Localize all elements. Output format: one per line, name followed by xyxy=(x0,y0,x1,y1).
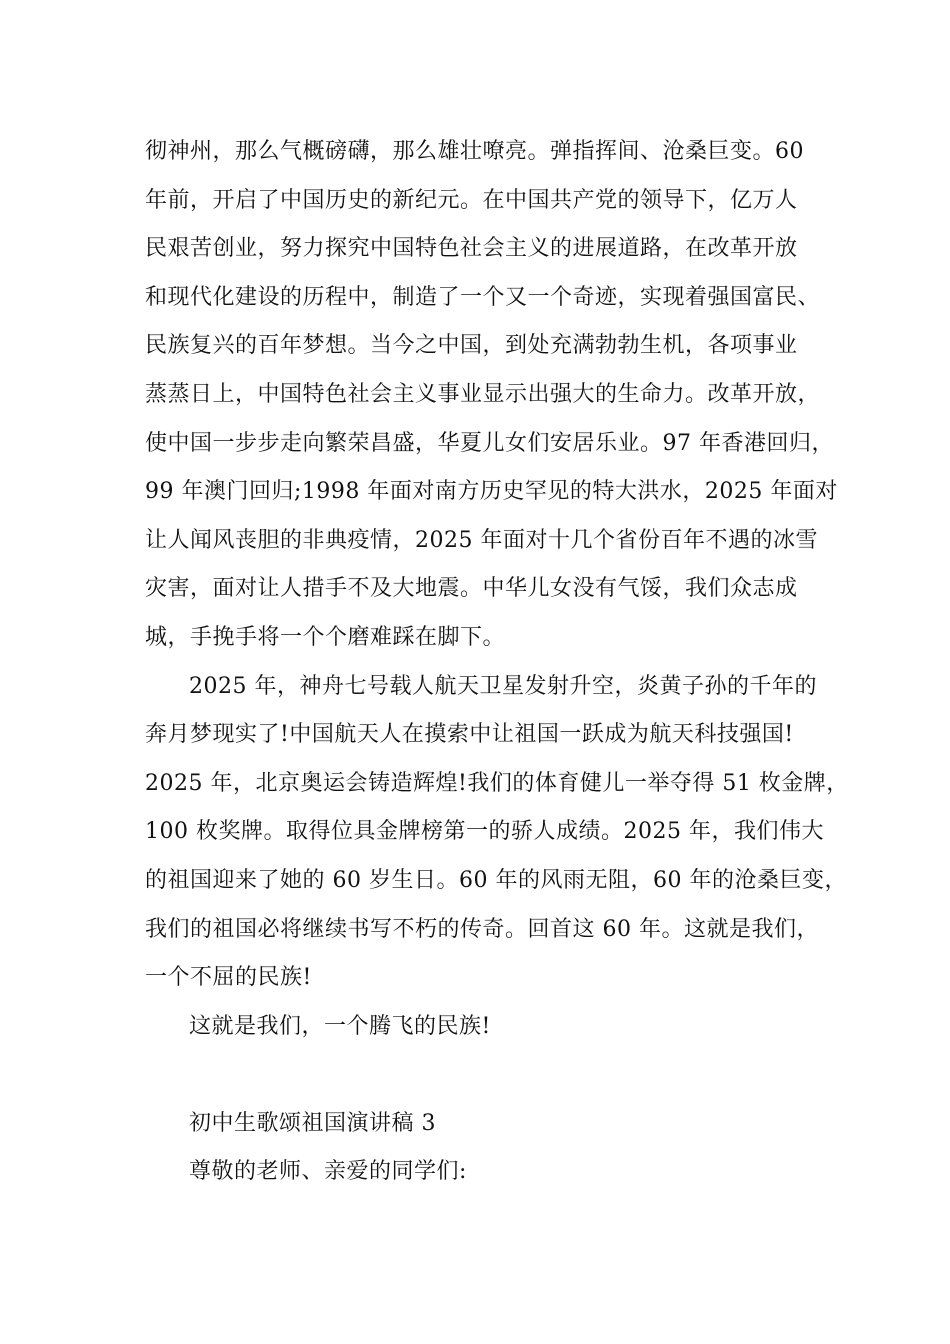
text-line: 2025 年，神舟七号载人航天卫星发射升空，炎黄子孙的千年的 xyxy=(189,673,817,699)
text-line: 使中国一步步走向繁荣昌盛，华夏儿女们安居乐业。97 年香港回归， xyxy=(145,430,834,456)
text-line: 一个不屈的民族! xyxy=(145,965,312,991)
text-line: 灾害，面对让人措手不及大地震。中华儿女没有气馁，我们众志成 xyxy=(145,576,798,602)
text-line: 蒸蒸日上，中国特色社会主义事业显示出强大的生命力。改革开放， xyxy=(145,381,821,407)
salutation: 尊敬的老师、亲爱的同学们: xyxy=(189,1159,467,1185)
text-line: 让人闻风丧胆的非典疫情，2025 年面对十几个省份百年不遇的冰雪 xyxy=(145,527,818,553)
text-line: 和现代化建设的历程中，制造了一个又一个奇迹，实现着强国富民、 xyxy=(145,284,821,310)
text-line: 我们的祖国必将继续书写不朽的传奇。回首这 60 年。这就是我们， xyxy=(145,916,819,942)
document-body xyxy=(145,128,849,1197)
paragraph-3: 这就是我们，一个腾飞的民族! xyxy=(189,1013,491,1039)
text-line: 99 年澳门回归;1998 年面对南方历史罕见的特大洪水，2025 年面对 xyxy=(145,479,838,505)
text-line: 彻神州，那么气概磅礴，那么雄壮嘹亮。弹指挥间、沧桑巨变。60 xyxy=(145,139,804,164)
text-line: 2025 年，北京奥运会铸造辉煌!我们的体育健儿一举夺得 51 枚金牌， xyxy=(145,770,849,796)
section-title: 初中生歌颂祖国演讲稿 3 xyxy=(189,1110,436,1136)
text-line: 民族复兴的百年梦想。当今之中国，到处充满勃勃生机，各项事业 xyxy=(145,333,798,359)
text-line: 年前，开启了中国历史的新纪元。在中国共产党的领导下，亿万人 xyxy=(145,187,798,213)
text-line: 城，手挽手将一个个磨难踩在脚下。 xyxy=(145,624,506,650)
text-line: 民艰苦创业，努力探究中国特色社会主义的进展道路，在改革开放 xyxy=(145,236,798,262)
text-line: 的祖国迎来了她的 60 岁生日。60 年的风雨无阻，60 年的沧桑巨变， xyxy=(145,867,847,893)
paragraph-1 xyxy=(145,128,838,663)
paragraph-2 xyxy=(145,663,849,1003)
text-line: 100 枚奖牌。取得位具金牌榜第一的骄人成绩。2025 年，我们伟大 xyxy=(145,819,824,845)
blank-line xyxy=(145,1051,825,1100)
text-line: 奔月梦现实了!中国航天人在摸索中让祖国一跃成为航天科技强国! xyxy=(145,722,794,748)
